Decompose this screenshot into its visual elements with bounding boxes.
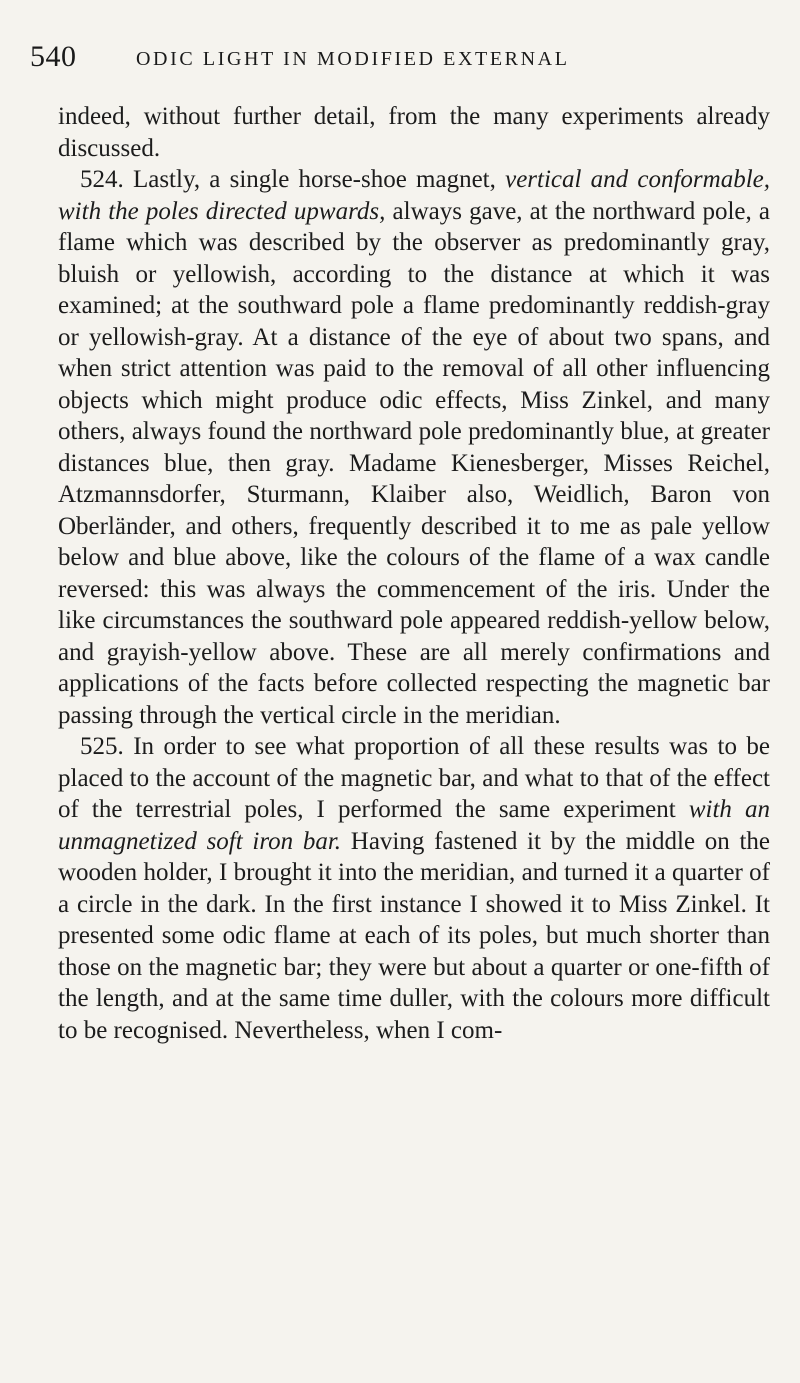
body-text [58, 101, 770, 1046]
running-head: ODIC LIGHT IN MODIFIED EXTERNAL [136, 48, 570, 70]
italic-phrase: vertical and conformable, with the poles directed upwards, [58, 166, 770, 225]
paragraph-lead: Lastly, a single horse-shoe magnet, [123, 166, 506, 193]
paragraph-lead: In order to see what proportion of all these results was to be placed to the account of the magnetic bar, and what to that of the effect of the terrestrial poles, I performed the same experiment [58, 733, 770, 823]
paragraph-524 [58, 164, 770, 731]
page-header [30, 40, 760, 80]
page-number: 540 [30, 40, 77, 73]
paragraph-number: 525. [80, 733, 124, 760]
paragraph-number: 524. [80, 166, 124, 193]
paragraph-continuation [58, 101, 770, 164]
paragraph-525 [58, 731, 770, 1046]
italic-phrase: with an unmagnetized soft iron bar. [58, 796, 770, 855]
paragraph-text: Having fastened it by the middle on the wooden holder, I brought it into the meridian, and turned it a quarter of a circle in the dark. In the first instance I showed it to Miss Zinkel. It presented some odic flame at each of its poles, but much shorter than those on the magnetic bar; they were but about a quarter or one-fifth of the length, and at the same time duller, with the colours more difficult to be recognised. Nevertheless, when I com- [58, 827, 770, 1044]
paragraph-text: always gave, at the northward pole, a flame which was described by the observer as predominantly gray, bluish or yellowish, according to the distance at which it was examined; at the southward pole a flame predominantly reddish-gray or yellowish-gray. At a distance of the eye of about two spans, and when strict attention was paid to the removal of all other influencing objects which might produce odic effects, Miss Zinkel, and many others, always found the northward pole predominantly blue, at greater distances blue, then gray. Madame Kienesberger, Misses Reichel, Atzmannsdorfer, Sturmann, Klaiber also, Weidlich, Baron von Oberländer, and others, frequently described it to me as pale yellow below and blue above, like the colours of the flame of a wax candle reversed: this was always the commencement of the iris. Under the like circumstances the southward pole appeared reddish-yellow below, and grayish-yellow above. These are all merely confirmations and applications of the facts before collected respecting the magnetic bar passing through the vertical circle in the meridian. [58, 197, 770, 729]
paragraph-text: indeed, without further detail, from the many experiments already discussed. [58, 103, 770, 162]
